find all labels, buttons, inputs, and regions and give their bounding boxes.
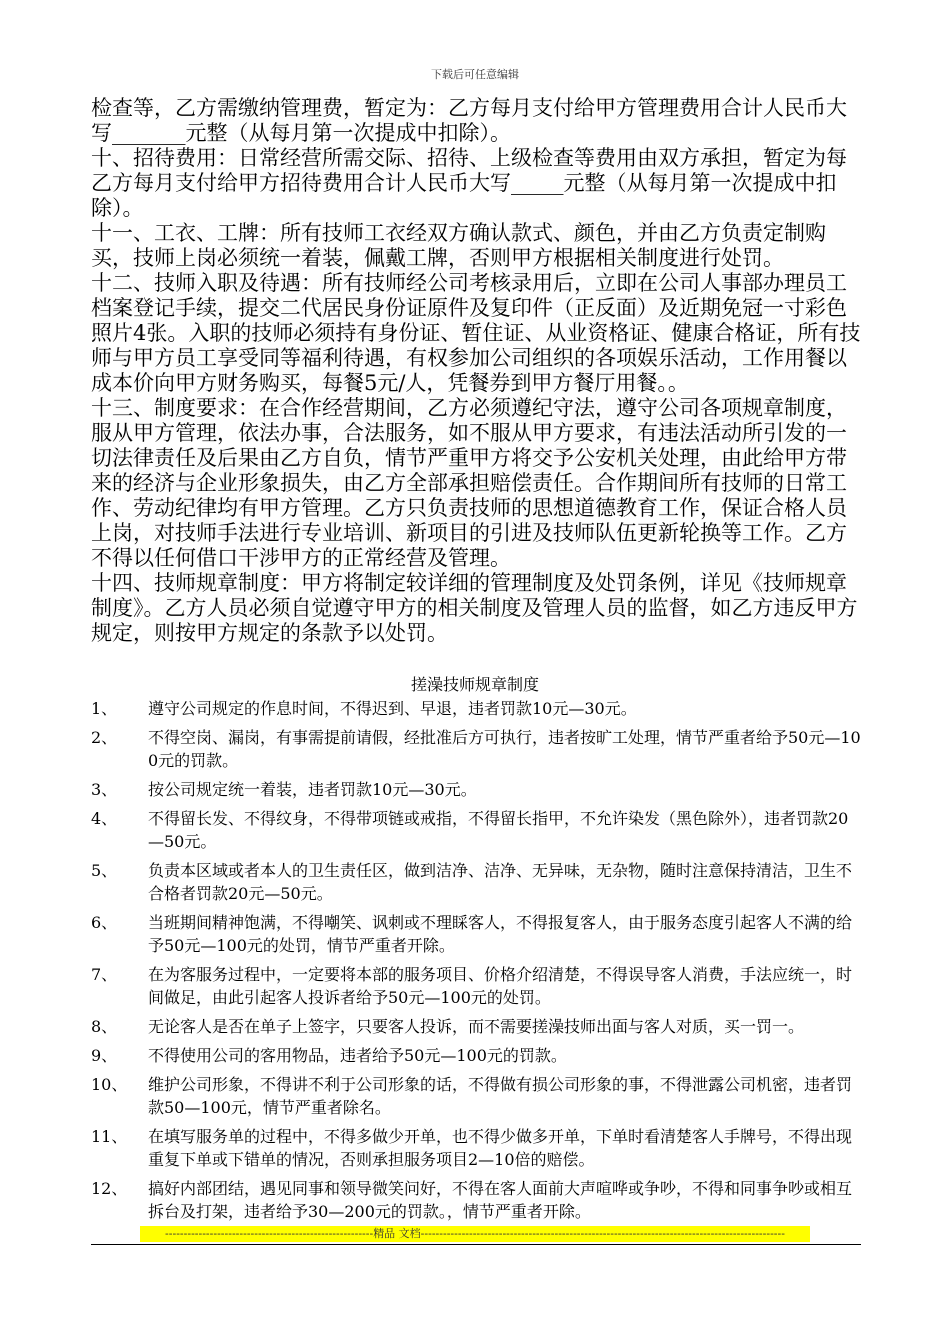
rule-item [91, 1125, 861, 1171]
rule-item [91, 1044, 861, 1067]
rule-item [91, 778, 861, 801]
rule-text: 在为客服务过程中，一定要将本部的服务项目、价格介绍清楚，不得误导客人消费，手法应统一，时间做足，由此引起客人投诉者给予50元—100元的处罚。 [148, 965, 853, 1007]
rule-text: 遵守公司规定的作息时间，不得迟到、早退，违者罚款10元—30元。 [148, 699, 637, 718]
footer-divider [91, 1244, 861, 1245]
rule-item [91, 1073, 861, 1119]
rule-number: 4、 [91, 809, 118, 828]
rule-text: 维护公司形象，不得讲不利于公司形象的话，不得做有损公司形象的事，不得泄露公司机密，违者罚款50—100元，情节严重者除名。 [148, 1075, 853, 1117]
rule-text: 按公司规定统一着装，违者罚款10元—30元。 [148, 780, 477, 799]
rule-number: 1、 [91, 699, 118, 718]
rule-number: 3、 [91, 780, 118, 799]
paragraph-rules-requirements: 十三、制度要求：在合作经营期间，乙方必须遵纪守法，遵守公司各项规章制度，服从甲方管理，依法办事，合法服务，如不服从甲方要求，有违法活动所引发的一切法律责任及后果由乙方自负，情节严重甲方将交予公安机关处理，由此给甲方带来的经济与企业形象损失，由乙方全部承担赔偿责任。合作期间所有技师的日常工作、劳动纪律均有甲方管理。乙方只负责技师的思想道德教育工作，保证合格人员上岗，对技师手法进行专业培训、新项目的引进及技师队伍更新轮换等工作。乙方不得以任何借口干涉甲方的正常经营及管理。 [91, 396, 847, 570]
rule-text: 负责本区域或者本人的卫生责任区，做到洁净、洁净、无异味，无杂物，随时注意保持清洁，卫生不合格者罚款20元—50元。 [148, 861, 853, 903]
rule-item [91, 911, 861, 957]
rule-number: 5、 [91, 861, 118, 880]
rule-number: 11、 [91, 1127, 128, 1146]
rule-text: 不得使用公司的客用物品，违者给予50元—100元的罚款。 [148, 1046, 567, 1065]
rules-title: 搓澡技师规章制度 [410, 675, 539, 694]
rule-text: 不得留长发、不得纹身，不得带项链或戒指，不得留长指甲，不允许染发（黑色除外），违者罚款20—50元。 [148, 809, 849, 851]
paragraph-hospitality-fee: 十、招待费用：日常经营所需交际、招待、上级检查等费用由双方承担，暂定为每乙方每月支付给甲方招待费用合计人民币大写_____元整（从每月第一次提成中扣除）。 [91, 146, 847, 220]
rule-text: 无论客人是否在单子上签字，只要客人投诉，而不需要搓澡技师出面与客人对质，买一罚一。 [148, 1017, 805, 1036]
rules-list [91, 697, 861, 1229]
contract-body [91, 96, 861, 646]
rule-number: 9、 [91, 1046, 118, 1065]
rule-number: 2、 [91, 728, 118, 747]
rule-number: 8、 [91, 1017, 118, 1036]
rule-item [91, 697, 861, 720]
rule-number: 6、 [91, 913, 118, 932]
page-header: 下载后可任意编辑 [431, 68, 519, 81]
paragraph-management-fee: 检查等，乙方需缴纳管理费，暂定为：乙方每月支付给甲方管理费用合计人民币大写_______元整（从每月第一次提成中扣除）。 [91, 96, 847, 145]
rule-number: 12、 [91, 1179, 128, 1198]
rule-number: 10、 [91, 1075, 128, 1094]
rule-item [91, 807, 861, 853]
rule-number: 7、 [91, 965, 118, 984]
rule-item [91, 859, 861, 905]
rule-text: 在填写服务单的过程中，不得多做少开单，也不得少做多开单，下单时看清楚客人手牌号，不得出现重复下单或下错单的情况，否则承担服务项目2—10倍的赔偿。 [148, 1127, 853, 1169]
rule-item [91, 1177, 861, 1223]
rule-item [91, 1015, 861, 1038]
rule-item [91, 726, 861, 772]
paragraph-technician-regulations: 十四、技师规章制度：甲方将制定较详细的管理制度及处罚条例，详见《技师规章制度》。乙方人员必须自觉遵守甲方的相关制度及管理人员的监督，如乙方违反甲方规定，则按甲方规定的条款予以处罚。 [91, 571, 858, 645]
rule-item [91, 963, 861, 1009]
rule-text: 不得空岗、漏岗，有事需提前请假，经批准后方可执行，违者按旷工处理，情节严重者给予50元—100元的罚款。 [148, 728, 861, 770]
rule-text: 搞好内部团结，遇见同事和领导微笑问好，不得在客人面前大声喧哗或争吵，不得和同事争吵或相互拆台及打架，违者给予30—200元的罚款。，情节严重者开除。 [148, 1179, 853, 1221]
rule-text: 当班期间精神饱满，不得嘲笑、讽刺或不理睬客人，不得报复客人，由于服务态度引起客人不满的给予50元—100元的处罚，情节严重者开除。 [148, 913, 853, 955]
paragraph-onboarding-benefits: 十二、技师入职及待遇：所有技师经公司考核录用后，立即在公司人事部办理员工档案登记手续，提交二代居民身份证原件及复印件（正反面）及近期免冠一寸彩色照片4张。入职的技师必须持有身份证、暂住证、从业资格证、健康合格证，所有技师与甲方员工享受同等福利待遇，有权参加公司组织的各项娱乐活动，工作用餐以成本价向甲方财务购买，每餐5元/人，凭餐券到甲方餐厅用餐。。 [91, 271, 861, 395]
footer-highlight-bar: --------------------------------------------------------精品 文档-------------------------------------------------------------------------------------------------- [140, 1226, 810, 1242]
paragraph-uniform-badge: 十一、工衣、工牌：所有技师工衣经双方确认款式、颜色，并由乙方负责定制购买，技师上岗必须统一着装，佩戴工牌，否则甲方根据相关制度进行处罚。 [91, 221, 826, 270]
